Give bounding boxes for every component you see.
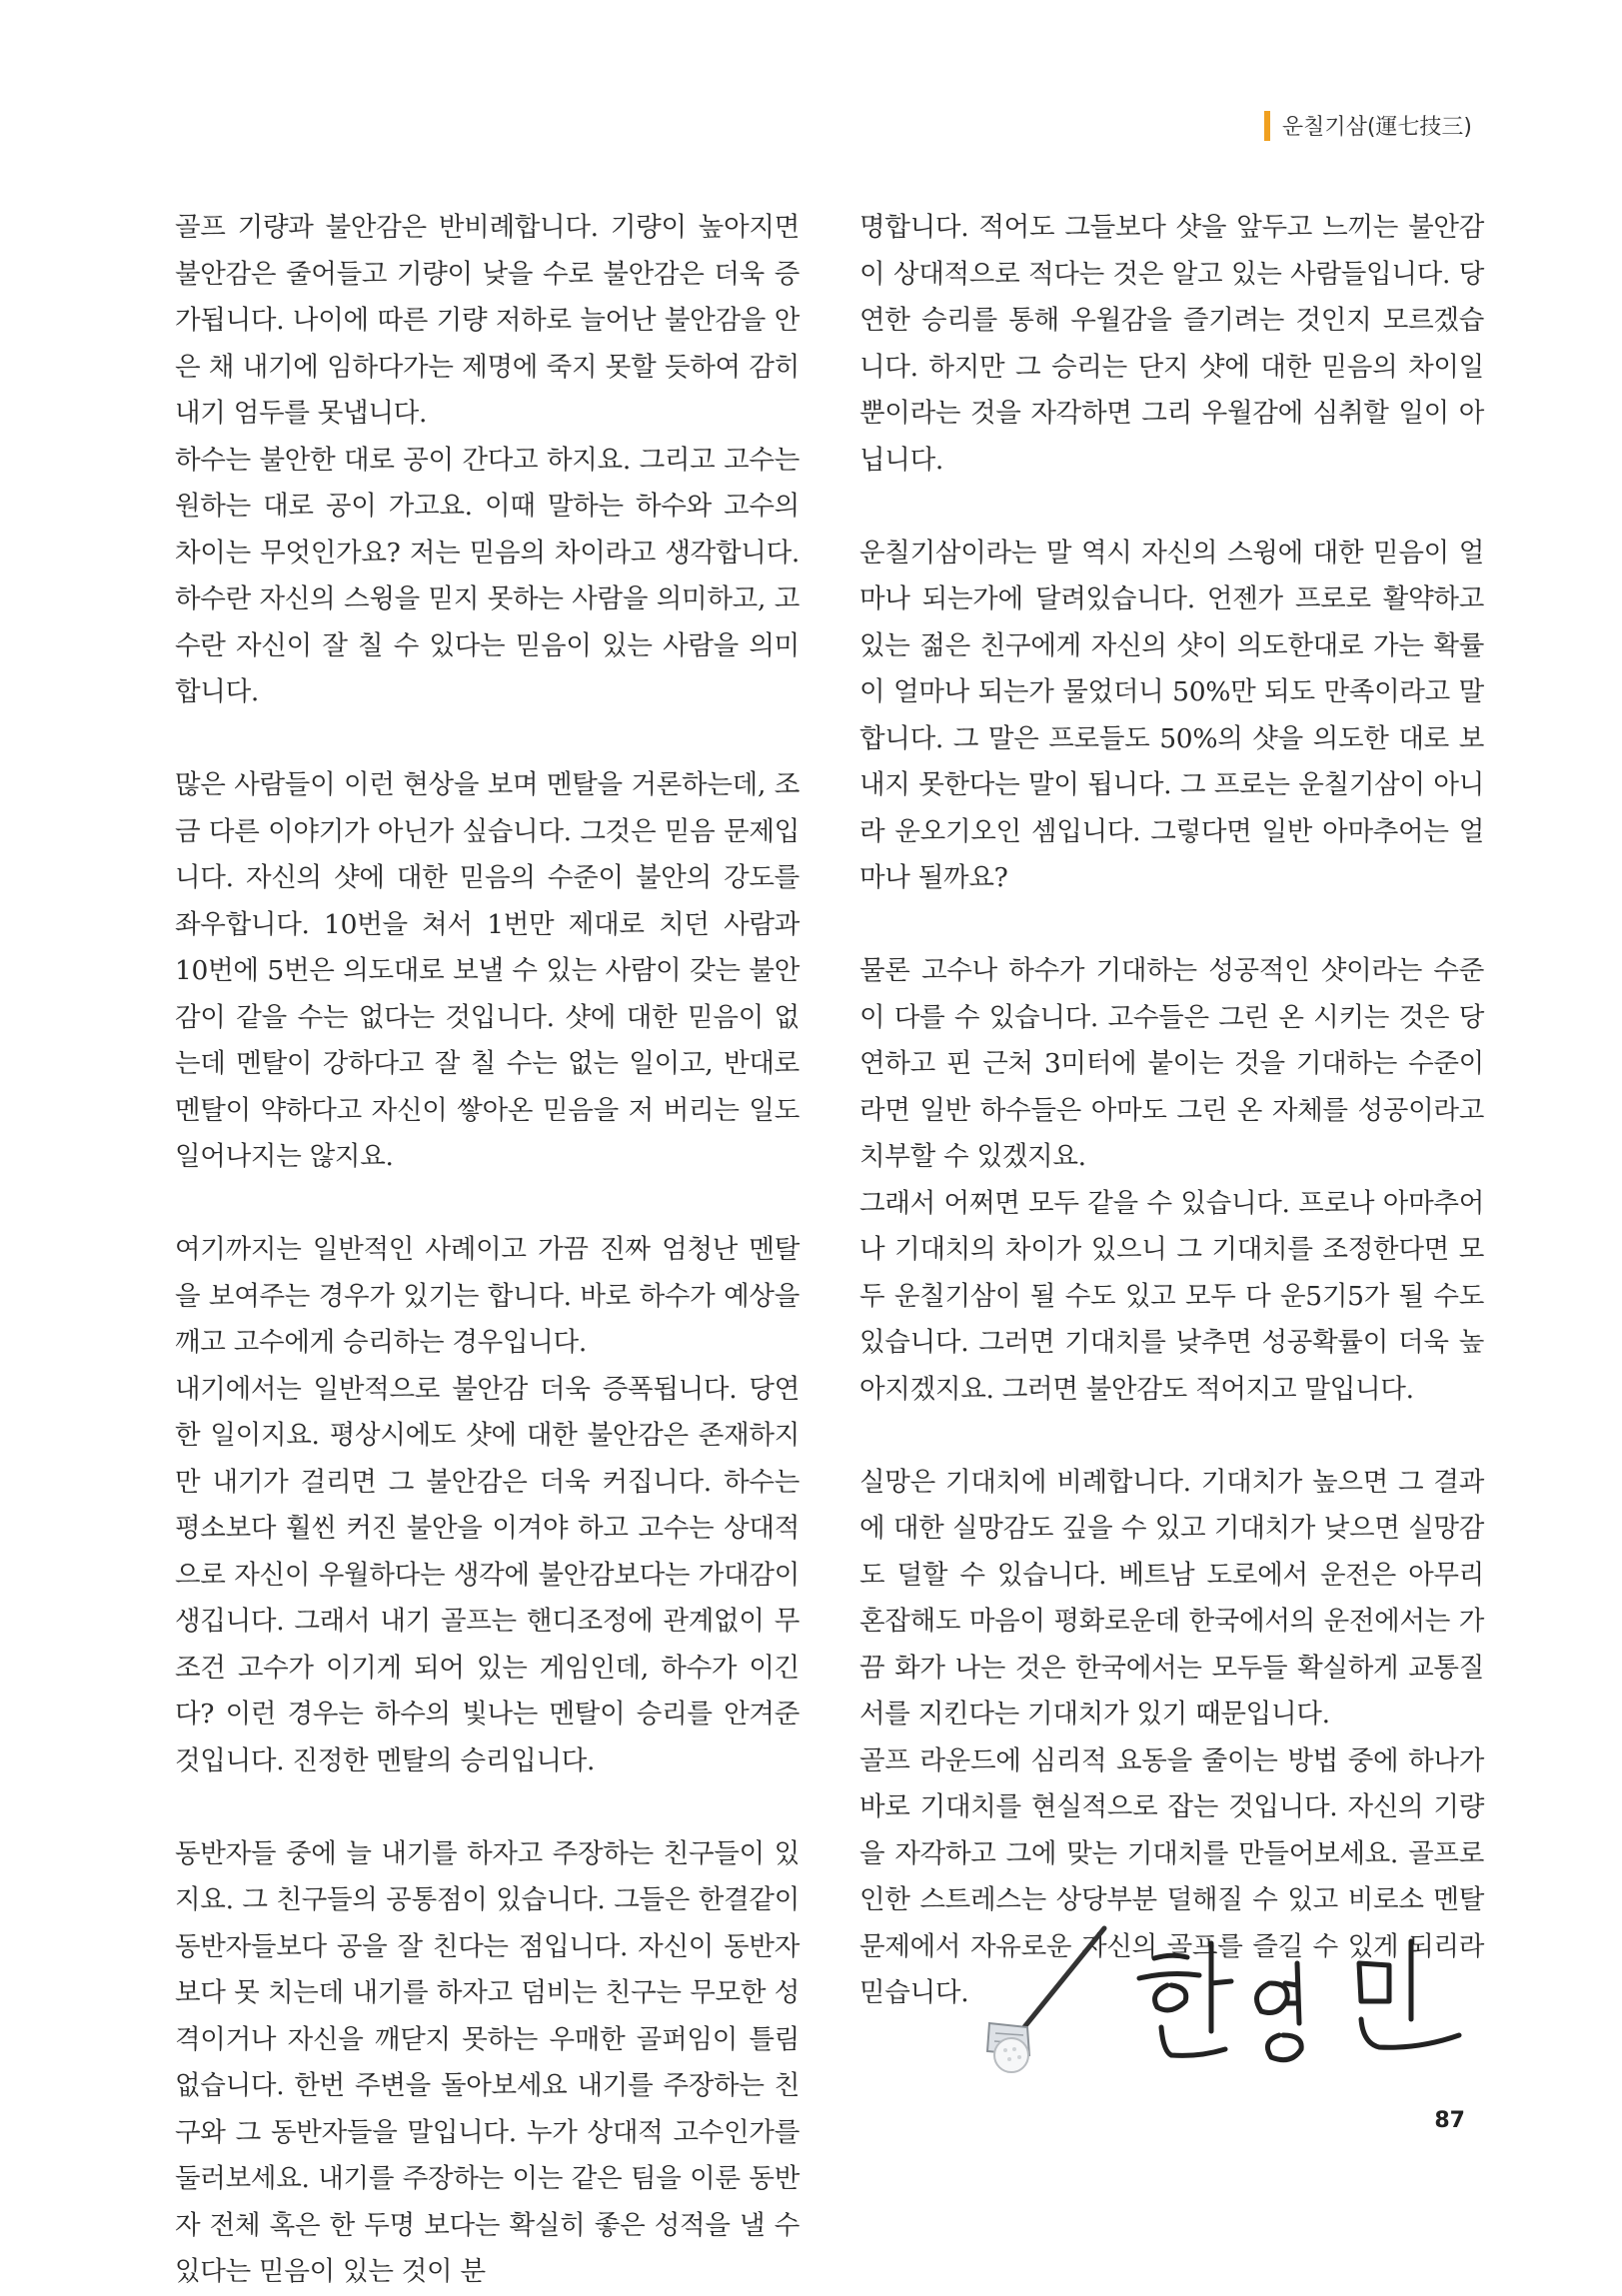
paragraph: 운칠기삼이라는 말 역시 자신의 스윙에 대한 믿음이 얼마나 되는가에 달려있습니다. 언젠가 프로로 활약하고 있는 젊은 친구에게 자신의 샷이 의도한대로 가는 확률이 얼마나 되는가 물었더니 50%만 되도 만족이라고 말합니다. 그 말은 프로들도 50%의 샷을 의도한 대로 보내지 못한다는 말이 됩니다. 그 프로는 운칠기삼이 아니라 운오기오인 셈입니다. 그렇다면 일반 아마추어는 얼마나 될까요? xyxy=(859,537,1484,893)
author-signature xyxy=(949,1923,1489,2083)
paragraph: 동반자들 중에 늘 내기를 하자고 주장하는 친구들이 있지요. 그 친구들의 공통점이 있습니다. 그들은 한결같이 동반자들보다 공을 잘 친다는 점입니다. 자신이 동반자보다 못 치는데 내기를 하자고 덤비는 친구는 무모한 성격이거나 자신을 깨닫지 못하는 우매한 골퍼임이 틀림없습니다. 한번 주변을 돌아보세요 내기를 주장하는 친구와 그 동반자들을 말입니다. 누가 상대적 고수인가를 둘러보세요. 내기를 주장하는 이는 같은 팀을 이룬 동반자 전체 혹은 한 두명 보다는 확실히 좋은 성적을 낼 수 있다는 믿음이 있는 것이 분 xyxy=(175,1837,800,2287)
paragraph: 골프 기량과 불안감은 반비례합니다. 기량이 높아지면 불안감은 줄어들고 기량이 낮을 수로 불안감은 더욱 증가됩니다. 나이에 따른 기량 저하로 늘어난 불안감을 안은 채 내기에 임하다가는 제명에 죽지 못할 듯하여 감히 내기 엄두를 못냅니다. xyxy=(175,212,800,429)
paragraph-gap xyxy=(859,1413,1484,1460)
paragraph: 많은 사람들이 이런 현상을 보며 멘탈을 거론하는데, 조금 다른 이야기가 아닌가 싶습니다. 그것은 믿음 문제입니다. 자신의 샷에 대한 믿음의 수준이 불안의 강도를 좌우합니다. 10번을 쳐서 1번만 제대로 치던 사람과 10번에 5번은 의도대로 보낼 수 있는 사람이 갖는 불안감이 같을 수는 없다는 것입니다. 샷에 대한 믿음이 없는데 멘탈이 강하다고 잘 칠 수는 없는 일이고, 반대로 멘탈이 약하다고 자신이 쌓아온 믿음을 저 버리는 일도 일어나지는 않지요. xyxy=(175,769,800,1172)
paragraph: 내기에서는 일반적으로 불안감 더욱 증폭됩니다. 당연한 일이지요. 평상시에도 샷에 대한 불안감은 존재하지만 내기가 걸리면 그 불안감은 더욱 커집니다. 하수는 평소보다 훨씬 커진 불안을 이겨야 하고 고수는 상대적으로 자신이 우월하다는 생각에 불안감보다는 가대감이 생깁니다. 그래서 내기 골프는 핸디조정에 관계없이 무조건 고수가 이기게 되어 있는 게임인데, 하수가 이긴다? 이런 경우는 하수의 빛나는 멘탈이 승리를 안겨준 것입니다. 진정한 멘탈의 승리입니다. xyxy=(175,1373,800,1776)
paragraph-gap xyxy=(175,1784,800,1831)
paragraph: 그래서 어쩌면 모두 같을 수 있습니다. 프로나 아마추어나 기대치의 차이가 있으니 그 기대치를 조정한다면 모두 운칠기삼이 될 수도 있고 모두 다 운5기5가 될 수도 있습니다. 그러면 기대치를 낮추면 성공확률이 더욱 높아지겠지요. 그러면 불안감도 적어지고 말입니다. xyxy=(859,1187,1484,1405)
left-column xyxy=(175,205,800,2296)
section-header xyxy=(1264,110,1472,141)
paragraph: 골프 라운드에 심리적 요동을 줄이는 방법 중에 하나가 바로 기대치를 현실적으로 잡는 것입니다. 자신의 기량을 자각하고 그에 맞는 기대치를 만들어보세요. 골프로 인한 스트레스는 상당부분 덜해질 수 있고 비로소 멘탈 문제에서 자유로운 자신의 골프를 즐길 수 있게 되리라 믿습니다. xyxy=(859,1744,1484,2008)
paragraph-gap xyxy=(175,1181,800,1228)
section-title: 운칠기삼(運七技三) xyxy=(1281,115,1472,140)
right-column xyxy=(859,205,1484,2017)
paragraph: 명합니다. 적어도 그들보다 샷을 앞두고 느끼는 불안감이 상대적으로 적다는 것은 알고 있는 사람들입니다. 당연한 승리를 통해 우월감을 즐기려는 것인지 모르겠습니다. 하지만 그 승리는 단지 샷에 대한 믿음의 차이일뿐이라는 것을 자각하면 그리 우월감에 심취할 일이 아닙니다. xyxy=(859,212,1484,476)
paragraph-gap xyxy=(175,716,800,763)
paragraph-gap xyxy=(859,902,1484,949)
paragraph-gap xyxy=(859,484,1484,531)
golf-club-ball-icon xyxy=(949,1923,1489,2083)
paragraph: 실망은 기대치에 비례합니다. 기대치가 높으면 그 결과에 대한 실망감도 깊을 수 있고 기대치가 낮으면 실망감도 덜할 수 있습니다. 베트남 도로에서 운전은 아무리 혼잡해도 마음이 평화로운데 한국에서의 운전에서는 가끔 화가 나는 것은 한국에서는 모두들 확실하게 교통질서를 지킨다는 기대치가 있기 때문입니다. xyxy=(859,1466,1484,1729)
header-accent-bar xyxy=(1264,111,1270,141)
paragraph: 물론 고수나 하수가 기대하는 성공적인 샷이라는 수준이 다를 수 있습니다. 고수들은 그린 온 시키는 것은 당연하고 핀 근처 3미터에 붙이는 것을 기대하는 수준이라면 일반 하수들은 아마도 그린 온 자체를 성공이라고 치부할 수 있겠지요. xyxy=(859,955,1484,1172)
page-number: 87 xyxy=(1434,2108,1465,2133)
paragraph: 하수는 불안한 대로 공이 간다고 하지요. 그리고 고수는 원하는 대로 공이 가고요. 이때 말하는 하수와 고수의 차이는 무엇인가요? 저는 믿음의 차이라고 생각합니다. 하수란 자신의 스윙을 믿지 못하는 사람을 의미하고, 고수란 자신이 잘 칠 수 있다는 믿음이 있는 사람을 의미합니다. xyxy=(175,444,800,707)
paragraph: 여기까지는 일반적인 사례이고 가끔 진짜 엄청난 멘탈을 보여주는 경우가 있기는 합니다. 바로 하수가 예상을 깨고 고수에게 승리하는 경우입니다. xyxy=(175,1234,800,1358)
